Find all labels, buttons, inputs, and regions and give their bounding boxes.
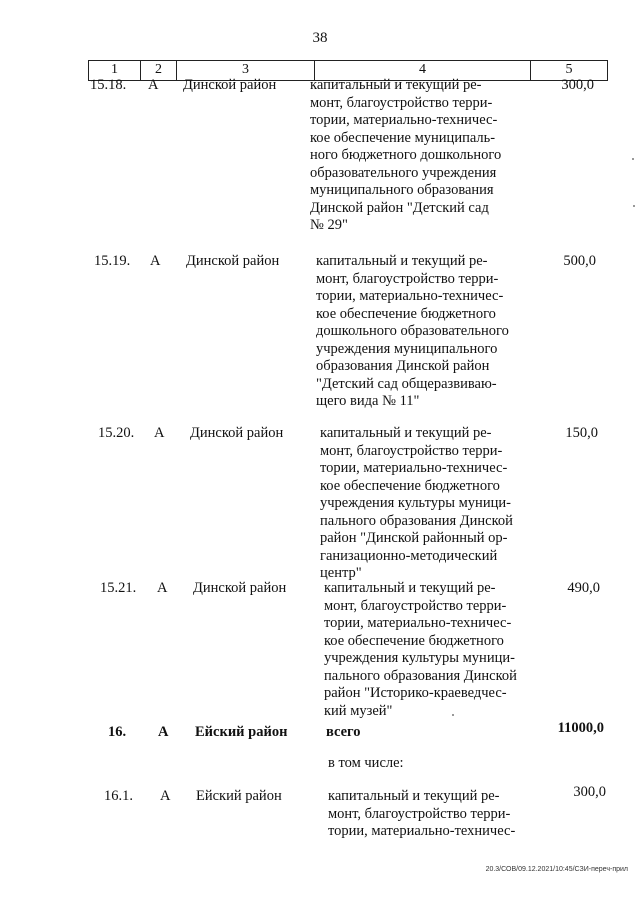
- description-line: кое обеспечение бюджетного: [316, 305, 496, 322]
- description-line: пального образования Динской: [324, 667, 517, 684]
- description-line: образовательного учреждения: [310, 164, 497, 181]
- row-amount: 490,0: [567, 580, 600, 596]
- description-line: капитальный и текущий ре-: [316, 253, 488, 269]
- description-line: тории, материально-техничес-: [310, 112, 498, 128]
- description-line: Динской район "Детский сад: [310, 199, 489, 216]
- row-description: [328, 755, 532, 773]
- row-description: [320, 425, 524, 583]
- row-amount: 500,0: [563, 253, 596, 269]
- page-number: 38: [312, 30, 328, 46]
- description-line: тории, материально-техничес-: [324, 615, 512, 631]
- row-region: Динской район: [193, 580, 287, 596]
- scan-speck: [632, 158, 634, 160]
- description-line: "Детский сад общеразвиваю-: [316, 375, 497, 392]
- row-number: 16.: [108, 724, 127, 740]
- row-amount: 150,0: [565, 425, 598, 441]
- column-header-1: 1: [89, 61, 141, 80]
- row-letter: А: [150, 253, 161, 269]
- description-line: всего: [326, 724, 361, 740]
- row-description: [326, 724, 530, 742]
- column-header-2: 2: [141, 61, 177, 80]
- row-amount: 300,0: [573, 784, 606, 800]
- row-region: Динской район: [186, 253, 280, 269]
- description-line: центр": [320, 565, 362, 581]
- row-description: [316, 253, 520, 411]
- description-line: монт, благоустройство терри-: [328, 805, 511, 822]
- description-line: кий музей": [324, 702, 393, 719]
- row-number: 15.20.: [98, 425, 135, 441]
- row-description: [310, 77, 514, 235]
- document-footer: 20.3/СОВ/09.12.2021/10:45/СЗИ-переч-прил: [485, 866, 628, 873]
- description-line: тории, материально-техничес-: [320, 460, 508, 476]
- description-line: № 29": [310, 217, 348, 233]
- description-line: район "Динской районный ор-: [320, 530, 508, 546]
- description-line: кое обеспечение муниципаль-: [310, 129, 496, 146]
- column-header-4: 4: [315, 61, 531, 80]
- description-line: капитальный и текущий ре-: [310, 77, 482, 93]
- column-header-3: 3: [177, 61, 315, 80]
- row-description: [328, 788, 532, 841]
- row-region: Ейский район: [196, 788, 282, 804]
- description-line: кое обеспечение бюджетного: [324, 632, 504, 649]
- row-number: 15.18.: [90, 77, 127, 93]
- description-line: ганизационно-методический: [320, 547, 498, 564]
- description-line: образования Динской район: [316, 358, 490, 374]
- row-region: Динской район: [190, 425, 284, 441]
- description-line: учреждения муниципального: [316, 340, 498, 357]
- row-amount: 300,0: [561, 77, 594, 93]
- row-region: Динской район: [183, 77, 277, 93]
- description-line: щего вида № 11": [316, 393, 420, 409]
- description-line: тории, материально-техничес-: [316, 288, 504, 304]
- description-line: ного бюджетного дошкольного: [310, 147, 502, 163]
- scan-speck: [452, 714, 454, 716]
- description-line: учреждения культуры муници-: [324, 650, 515, 666]
- description-line: монт, благоустройство терри-: [320, 442, 503, 459]
- description-line: дошкольного образовательного: [316, 323, 509, 339]
- row-region: Ейский район: [195, 724, 288, 740]
- description-line: капитальный и текущий ре-: [320, 425, 492, 441]
- description-line: в том числе:: [328, 755, 404, 771]
- description-line: муниципального образования: [310, 182, 494, 198]
- description-line: капитальный и текущий ре-: [328, 788, 500, 804]
- row-amount: 11000,0: [557, 720, 604, 736]
- description-line: район "Историко-краеведчес-: [324, 685, 507, 701]
- row-letter: А: [154, 425, 165, 441]
- description-line: пального образования Динской: [320, 512, 513, 529]
- row-letter: А: [160, 788, 171, 804]
- description-line: тории, материально-техничес-: [328, 823, 516, 839]
- row-number: 15.21.: [100, 580, 137, 596]
- row-number: 15.19.: [94, 253, 131, 269]
- description-line: монт, благоустройство терри-: [316, 270, 499, 287]
- row-letter: А: [158, 724, 169, 740]
- description-line: монт, благоустройство терри-: [324, 597, 507, 614]
- row-letter: А: [148, 77, 159, 93]
- row-number: 16.1.: [104, 788, 133, 804]
- scan-speck: [633, 205, 635, 207]
- row-description: [324, 580, 528, 720]
- description-line: учреждения культуры муници-: [320, 495, 511, 511]
- description-line: кое обеспечение бюджетного: [320, 477, 500, 494]
- description-line: капитальный и текущий ре-: [324, 580, 496, 596]
- row-letter: А: [157, 580, 168, 596]
- column-header-5: 5: [565, 62, 573, 77]
- description-line: монт, благоустройство терри-: [310, 94, 493, 111]
